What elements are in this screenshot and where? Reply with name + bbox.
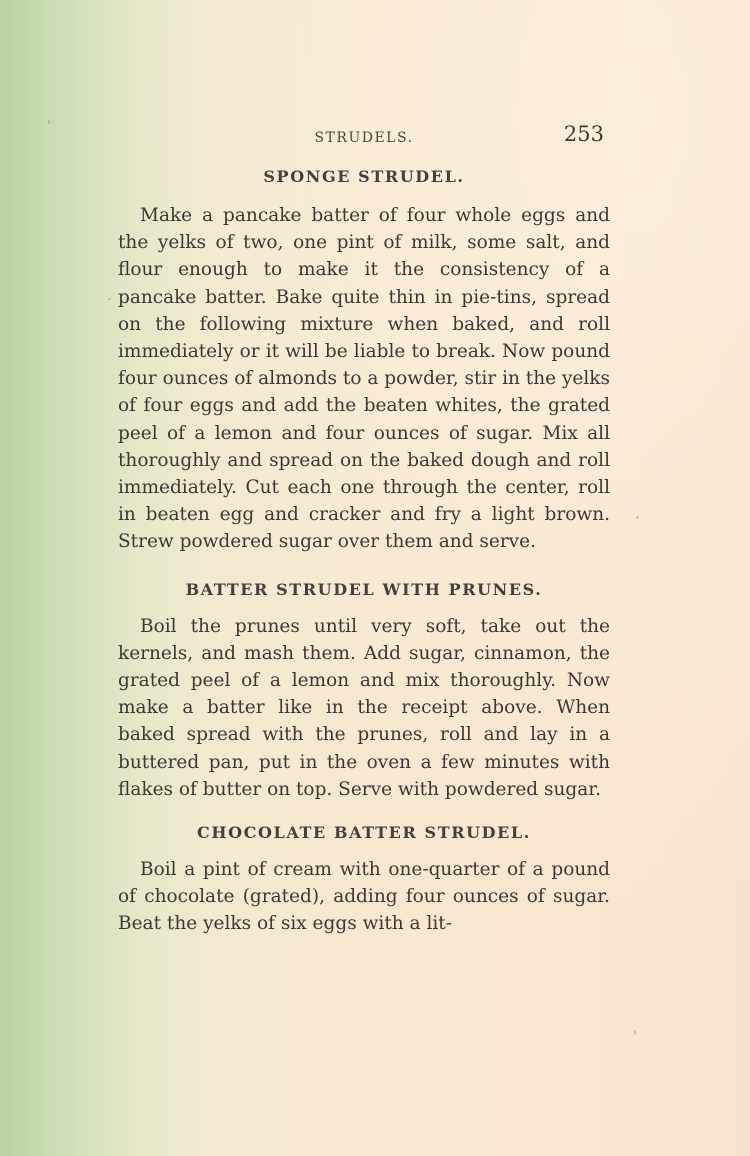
section-heading-sponge-strudel: SPONGE STRUDEL. <box>263 167 465 186</box>
paper-speck <box>48 120 50 124</box>
section-heading-chocolate-batter-strudel: CHOCOLATE BATTER STRUDEL. <box>197 823 531 843</box>
paper-speck <box>108 298 111 300</box>
running-title: STRUDELS. <box>314 130 414 146</box>
page-content <box>118 167 610 938</box>
paragraph-sponge-strudel: Make a pancake batter of four whole eggs and the yelks of two, one pint of milk, some salt, and flour enough to make it the consistency of a pancake batter. Bake quite thin in pie-tins, spread on the following mixture when baked, and roll immediately or it will be liable to break. Now pound four ounces of almonds to a powder, stir in the yelks of four eggs and add the beaten whites, the grated peel of a lemon and four ounces of sugar. Mix all thoroughly and spread on the baked dough and roll immediately. Cut each one through the center, roll in beaten egg and cracker and fry a light brown. Strew powdered sugar over them and serve. <box>118 205 610 553</box>
paper-speck <box>636 516 639 519</box>
paper-speck <box>634 1030 636 1035</box>
paragraph-chocolate-batter-strudel: Boil a pint of cream with one-quarter of a pound of chocolate (grated), adding four ounces of sugar. Beat the yelks of six eggs with a lit- <box>118 859 610 935</box>
page-number: 253 <box>563 122 604 146</box>
section-heading-batter-strudel-with-prunes: BATTER STRUDEL WITH PRUNES. <box>185 579 543 599</box>
running-head <box>118 122 610 152</box>
paragraph-batter-strudel-with-prunes: Boil the prunes until very soft, take out the kernels, and mash them. Add sugar, cinnamon, the grated peel of a lemon and mix thoroughly. Now make a batter like in the receipt above. When baked spread with the prunes, roll and lay in a buttered pan, put in the oven a few minutes with flakes of butter on top. Serve with powdered sugar. <box>118 615 610 800</box>
